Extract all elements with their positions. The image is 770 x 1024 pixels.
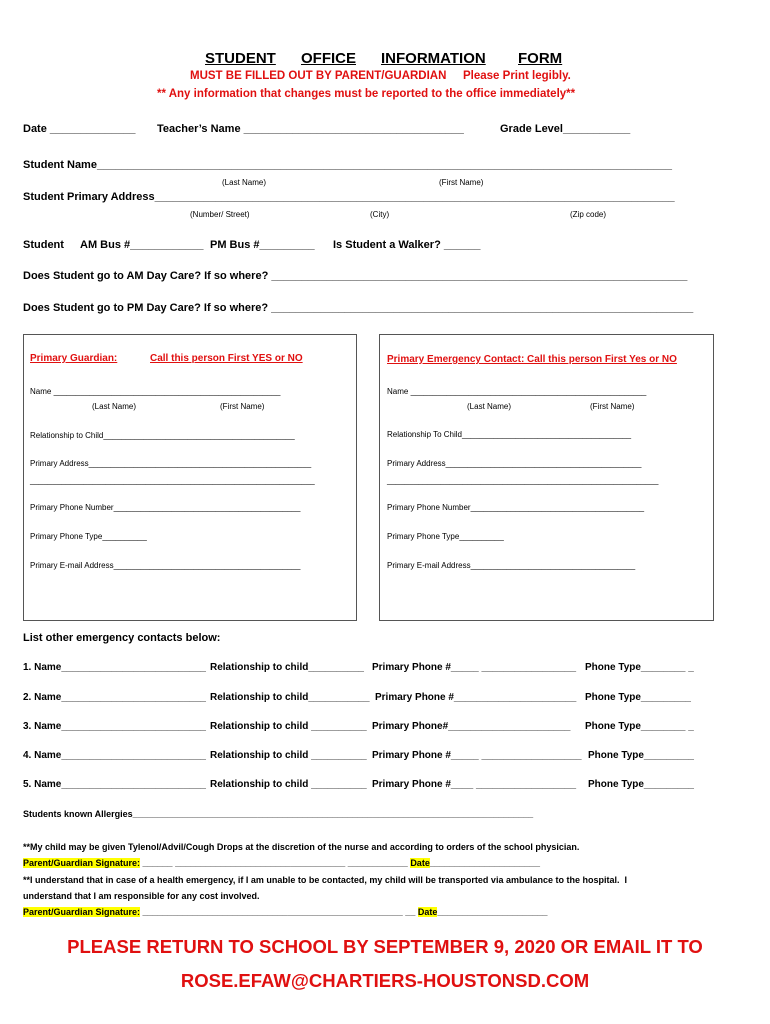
guardian-phone-field[interactable]: Primary Phone Number__________________________________________ bbox=[30, 503, 301, 512]
guardian-address-line2[interactable]: ________________________________________________________________ bbox=[30, 476, 315, 485]
title-word-information: INFORMATION bbox=[381, 50, 486, 67]
grade-level-field[interactable]: Grade Level___________ bbox=[500, 123, 631, 135]
student-first-name-hint: (First Name) bbox=[439, 178, 484, 187]
other-contacts-heading: List other emergency contacts below: bbox=[23, 632, 221, 644]
emergency-relationship-field[interactable]: Relationship To Child______________________________________ bbox=[387, 430, 632, 439]
emergency-first-name-hint: (First Name) bbox=[590, 402, 635, 411]
teacher-name-field[interactable]: Teacher’s Name ____________________________________ bbox=[157, 123, 464, 135]
contact-3-phone-type[interactable]: Phone Type________ _ bbox=[585, 721, 694, 732]
emergency-name-field[interactable]: Name _____________________________________________________ bbox=[387, 387, 647, 396]
must-fill-notice: MUST BE FILLED OUT BY PARENT/GUARDIAN bbox=[190, 70, 447, 82]
title-word-office: OFFICE bbox=[301, 50, 356, 67]
date-1-line[interactable]: ______________________ bbox=[429, 858, 540, 868]
student-bus-label: Student bbox=[23, 239, 64, 251]
ambulance-note-line-1: **I understand that in case of a health emergency, if I am unable to be contacted, my child will be transported via ambulance to the hospital. I bbox=[23, 875, 627, 885]
am-daycare-field[interactable]: Does Student go to AM Day Care? If so where? ____________________________________________________________________ bbox=[23, 270, 688, 282]
changes-notice: ** Any information that changes must be reported to the office immediately** bbox=[157, 88, 576, 100]
emergency-phone-type-field[interactable]: Primary Phone Type__________ bbox=[387, 532, 504, 541]
guardian-call-first: Call this person First YES or NO bbox=[150, 353, 303, 364]
contact-1-name[interactable]: 1. Name__________________________ bbox=[23, 662, 206, 673]
signature-1-label: Parent/Guardian Signature: bbox=[23, 858, 141, 868]
contact-4-name[interactable]: 4. Name__________________________ bbox=[23, 750, 206, 761]
contact-3-relationship[interactable]: Relationship to child __________ bbox=[210, 721, 367, 732]
date-2-label: Date bbox=[417, 907, 438, 917]
contact-4-phone-type[interactable]: Phone Type_________ bbox=[588, 750, 694, 761]
guardian-relationship-field[interactable]: Relationship to Child___________________________________________ bbox=[30, 431, 295, 440]
signature-2-row bbox=[23, 907, 547, 917]
guardian-name-field[interactable]: Name ___________________________________________________ bbox=[30, 387, 281, 396]
contact-1-phone-type[interactable]: Phone Type________ _ bbox=[585, 662, 694, 673]
guardian-heading: Primary Guardian: bbox=[30, 353, 118, 364]
student-address-field[interactable]: Student Primary Address_____________________________________________________________________________________ bbox=[23, 191, 675, 203]
number-street-hint: (Number/ Street) bbox=[190, 210, 250, 219]
emergency-address-line2[interactable]: _____________________________________________________________ bbox=[387, 476, 659, 485]
contact-2-relationship[interactable]: Relationship to child___________ bbox=[210, 692, 370, 703]
date-field[interactable]: Date ______________ bbox=[23, 123, 136, 135]
guardian-last-name-hint: (Last Name) bbox=[92, 402, 137, 411]
contact-5-phone-type[interactable]: Phone Type_________ bbox=[588, 779, 694, 790]
date-2-line[interactable]: ______________________ bbox=[437, 907, 548, 917]
guardian-email-field[interactable]: Primary E-mail Address__________________________________________ bbox=[30, 561, 301, 570]
signature-1-row bbox=[23, 858, 540, 868]
emergency-phone-field[interactable]: Primary Phone Number_______________________________________ bbox=[387, 503, 645, 512]
title-word-student: STUDENT bbox=[205, 50, 276, 67]
allergies-field[interactable]: Students known Allergies________________________________________________________________________________ bbox=[23, 809, 534, 819]
student-last-name-hint: (Last Name) bbox=[222, 178, 267, 187]
return-instruction-line-1: PLEASE RETURN TO SCHOOL BY SEPTEMBER 9, 2020 OR EMAIL IT TO bbox=[67, 936, 703, 957]
signature-1-line[interactable]: ______ __________________________________ ____________ bbox=[140, 858, 411, 868]
emergency-address-field[interactable]: Primary Address____________________________________________ bbox=[387, 459, 642, 468]
contact-2-phone[interactable]: Primary Phone #______________________ bbox=[375, 692, 577, 703]
contact-5-relationship[interactable]: Relationship to child __________ bbox=[210, 779, 367, 790]
pm-bus-field[interactable]: PM Bus #_________ bbox=[210, 239, 315, 251]
contact-2-name[interactable]: 2. Name__________________________ bbox=[23, 692, 206, 703]
guardian-first-name-hint: (First Name) bbox=[220, 402, 265, 411]
emergency-email-field[interactable]: Primary E-mail Address_____________________________________ bbox=[387, 561, 636, 570]
date-1-label: Date bbox=[410, 858, 430, 868]
am-bus-field[interactable]: AM Bus #____________ bbox=[80, 239, 204, 251]
contact-5-name[interactable]: 5. Name__________________________ bbox=[23, 779, 206, 790]
student-name-field[interactable]: Student Name______________________________________________________________________________________________ bbox=[23, 159, 673, 171]
print-legibly-notice: Please Print legibly. bbox=[463, 70, 571, 82]
pm-daycare-field[interactable]: Does Student go to PM Day Care? If so where? _____________________________________________________________________ bbox=[23, 302, 694, 314]
contact-2-phone-type[interactable]: Phone Type_________ bbox=[585, 692, 691, 703]
guardian-address-field[interactable]: Primary Address__________________________________________________ bbox=[30, 459, 312, 468]
guardian-phone-type-field[interactable]: Primary Phone Type__________ bbox=[30, 532, 147, 541]
emergency-last-name-hint: (Last Name) bbox=[467, 402, 512, 411]
contact-4-phone[interactable]: Primary Phone #_____ __________________ bbox=[372, 750, 582, 761]
tylenol-note: **My child may be given Tylenol/Advil/Cough Drops at the discretion of the nurse and according to orders of the school physician. bbox=[23, 842, 580, 852]
contact-3-phone[interactable]: Primary Phone#______________________ bbox=[372, 721, 571, 732]
contact-4-relationship[interactable]: Relationship to child __________ bbox=[210, 750, 367, 761]
return-email-address[interactable]: ROSE.EFAW@CHARTIERS-HOUSTONSD.COM bbox=[180, 970, 590, 991]
contact-3-name[interactable]: 3. Name__________________________ bbox=[23, 721, 206, 732]
signature-2-line[interactable]: ____________________________________________________ __ bbox=[140, 907, 418, 917]
contact-5-phone[interactable]: Primary Phone #____ __________________ bbox=[372, 779, 577, 790]
contact-1-phone[interactable]: Primary Phone #_____ _________________ bbox=[372, 662, 577, 673]
title-word-form: FORM bbox=[518, 50, 563, 67]
signature-2-label: Parent/Guardian Signature: bbox=[23, 907, 141, 917]
emergency-heading: Primary Emergency Contact: Call this person First Yes or NO bbox=[387, 354, 677, 365]
ambulance-note-line-2: understand that I am responsible for any cost involved. bbox=[23, 891, 260, 901]
contact-1-relationship[interactable]: Relationship to child__________ bbox=[210, 662, 364, 673]
walker-field[interactable]: Is Student a Walker? ______ bbox=[333, 239, 481, 251]
zip-hint: (Zip code) bbox=[570, 210, 607, 219]
city-hint: (City) bbox=[370, 210, 390, 219]
